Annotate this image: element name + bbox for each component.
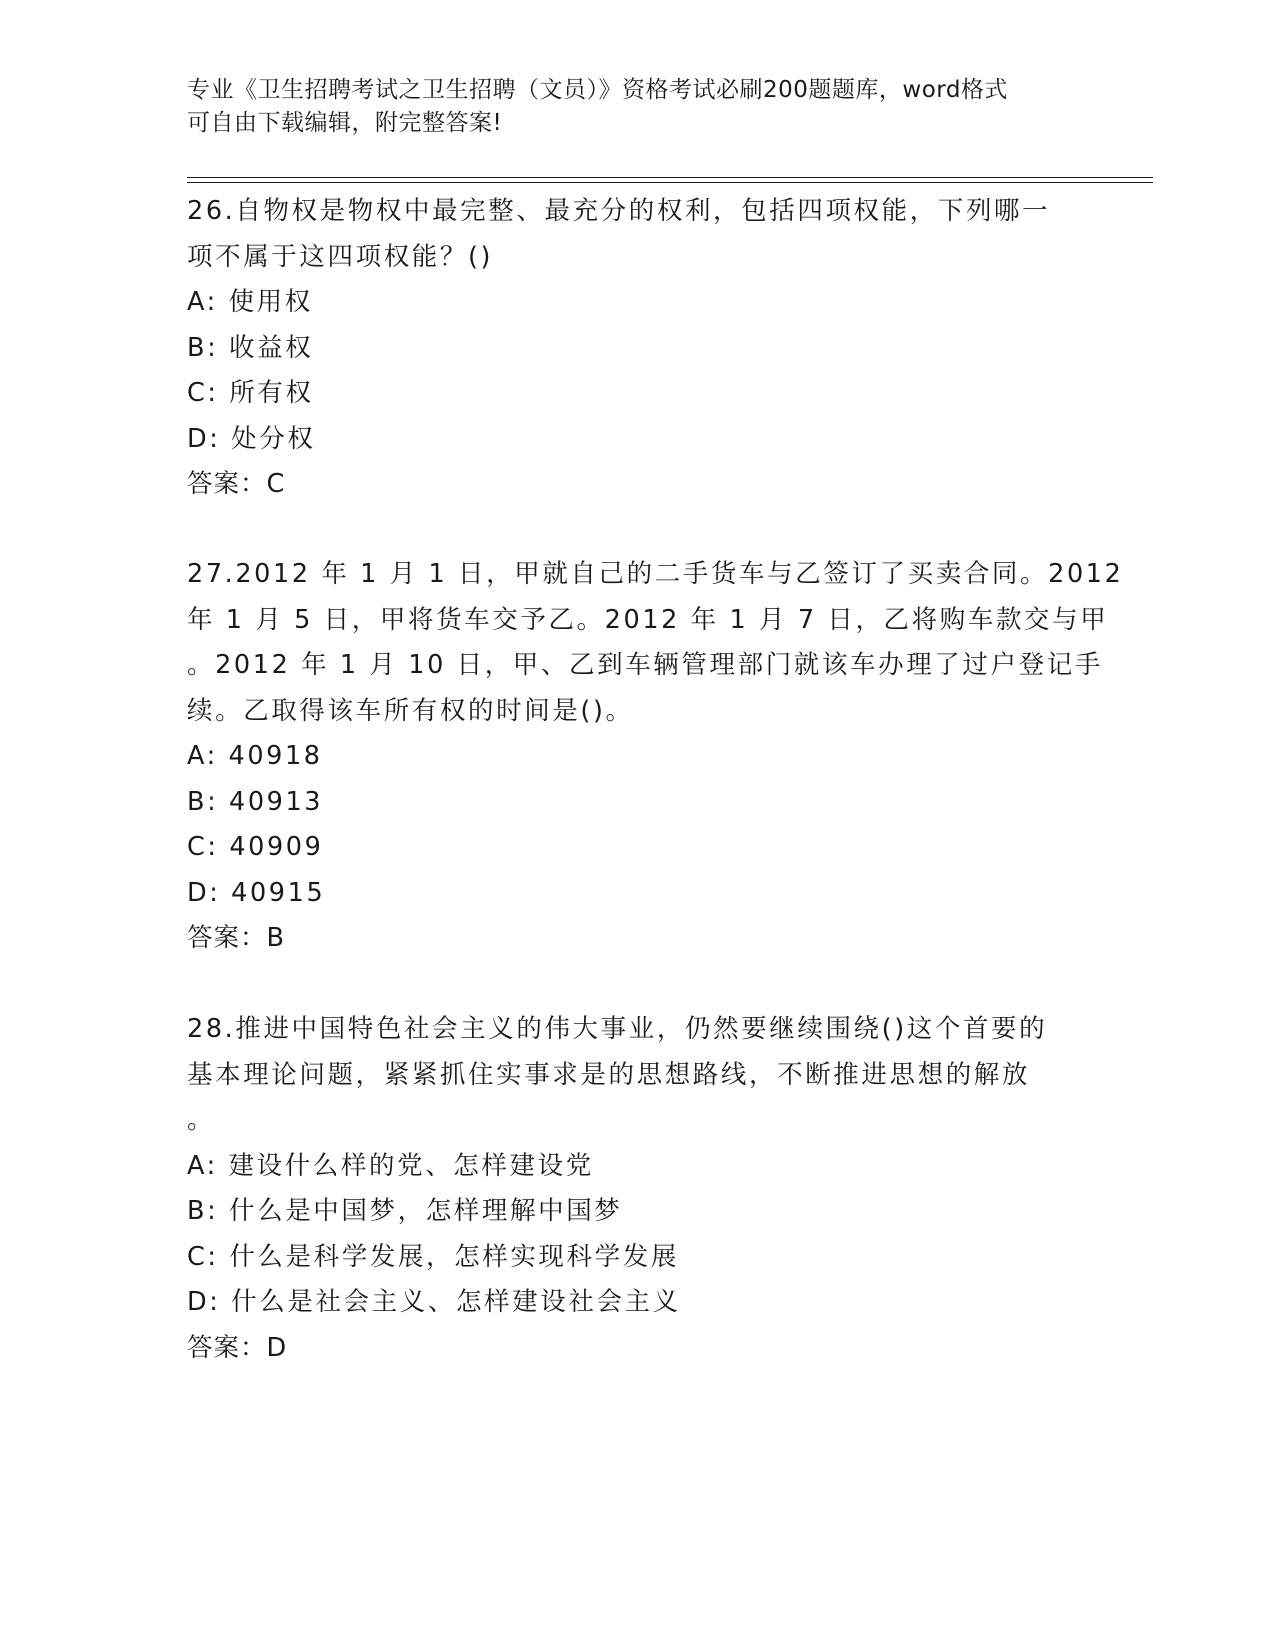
answer-label: 答案：C (187, 469, 286, 499)
option-d (187, 1280, 1087, 1326)
answer-label: 答案：B (187, 923, 285, 953)
option-text: 什么是社会主义、怎样建设社会主义 (220, 1287, 681, 1317)
answer-label: 答案：D (187, 1332, 288, 1363)
option-letter: D: (187, 423, 221, 454)
document-header (187, 74, 1087, 140)
question-text-line: 年 1 月 5 日，甲将货车交予乙。2012 年 1 月 7 日，乙将购车款交与甲 (187, 604, 1109, 635)
option-text: 什么是科学发展，怎样实现科学发展 (218, 1241, 679, 1272)
option-text: 所有权 (218, 378, 314, 408)
option-text: 建设什么样的党、怎样建设党 (217, 1150, 594, 1181)
question-text-line: 基本理论问题，紧紧抓住实事求是的思想路线，不断推进思想的解放 (187, 1059, 1031, 1090)
option-c (187, 1235, 1087, 1281)
question-text-line: 27.2012 年 1 月 1 日，甲就自己的二手货车与乙签订了买卖合同。2012 (187, 559, 1124, 589)
option-letter: A: (187, 741, 218, 771)
question-text-line: 续。乙取得该车所有权的时间是()。 (187, 695, 634, 726)
option-letter: B: (187, 1196, 219, 1226)
header-rule-top (187, 177, 1153, 178)
option-b (187, 326, 1087, 372)
option-letter: A: (187, 287, 218, 317)
option-text: 40918 (217, 741, 323, 771)
question-text-line: 26.自物权是物权中最完整、最充分的权利，包括四项权能，下列哪一 (187, 196, 1051, 226)
option-letter: C: (187, 1241, 219, 1272)
question-text-line: 。 (187, 1105, 216, 1135)
question-text-line: 。2012 年 1 月 10 日，甲、乙到车辆管理部门就该车办理了过户登记手 (187, 650, 1103, 680)
header-line-1: 专业《卫生招聘考试之卫生招聘（文员）》资格考试必刷200题题库，word格式 (187, 77, 1008, 103)
option-text: 40909 (218, 832, 324, 862)
option-d (187, 417, 1087, 463)
option-b (187, 780, 1087, 826)
option-letter: D: (187, 1287, 221, 1317)
option-text: 什么是中国梦，怎样理解中国梦 (218, 1196, 623, 1226)
option-letter: B: (187, 786, 219, 817)
option-a (187, 734, 1087, 780)
option-letter: C: (187, 378, 219, 408)
question-27 (187, 552, 1124, 962)
header-line-2: 可自由下载编辑，附完整答案! (187, 110, 503, 136)
option-text: 使用权 (217, 287, 313, 317)
option-text: 40915 (220, 877, 326, 908)
question-28 (187, 1007, 1087, 1371)
option-letter: A: (187, 1150, 218, 1181)
question-text-line: 28.推进中国特色社会主义的伟大事业，仍然要继续围绕()这个首要的 (187, 1014, 1048, 1044)
question-26 (187, 189, 1087, 508)
option-text: 40913 (218, 786, 324, 817)
option-a (187, 1144, 1087, 1190)
option-letter: D: (187, 877, 221, 908)
option-b (187, 1189, 1087, 1235)
option-text: 收益权 (218, 332, 314, 363)
header-rule-bottom (187, 182, 1153, 183)
option-d (187, 871, 1087, 917)
option-letter: C: (187, 832, 219, 862)
option-c (187, 371, 1087, 417)
option-letter: B: (187, 332, 219, 363)
option-c (187, 825, 1087, 871)
option-text: 处分权 (220, 423, 316, 454)
question-text-line: 项不属于这四项权能？() (187, 241, 494, 272)
option-a (187, 280, 1087, 326)
